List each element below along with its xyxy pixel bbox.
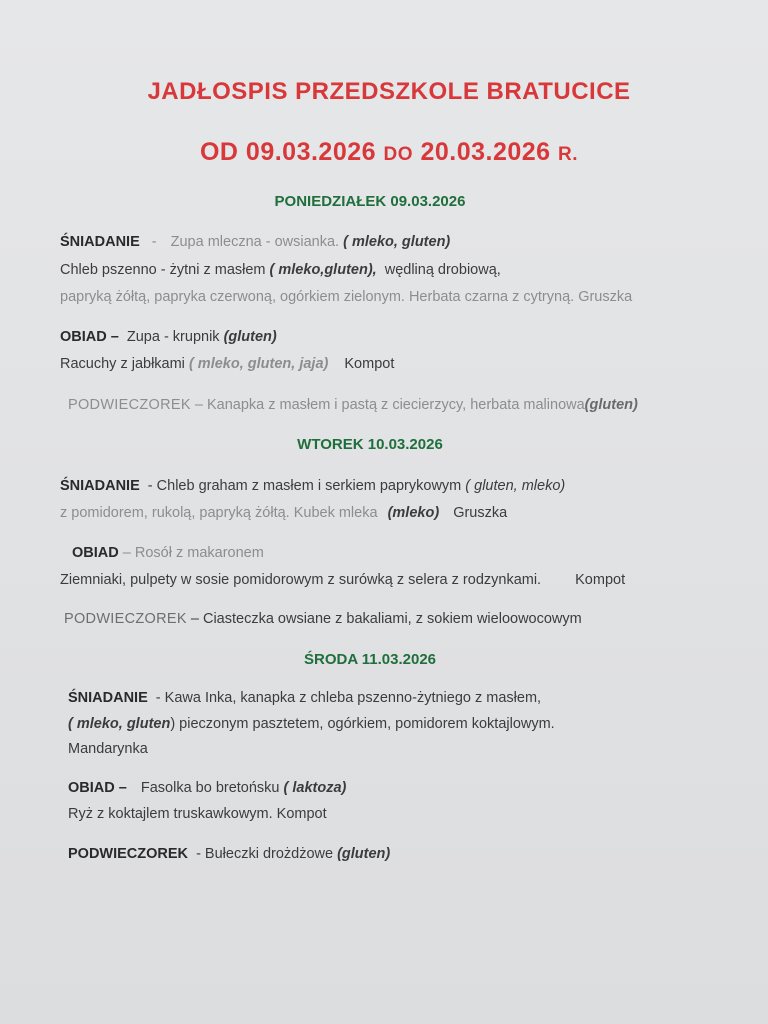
breakfast-label: ŚNIADANIE [60,478,140,494]
snack-text: – Kanapka z masłem i pastą z ciecierzycy, herbata malinowa [194,397,585,413]
lunch-label: OBIAD – [68,780,127,796]
menu-date-range [0,138,768,167]
snack-label: PODWIECZOREK [68,846,189,862]
wednesday-lunch-line2: Ryż z koktajlem truskawkowym. Kompot [68,806,327,822]
breakfast-text: ) pieczonym pasztetem, ogórkiem, pomidorem koktajlowym. [170,716,555,732]
lunch-text: Zupa - krupnik [126,329,220,345]
allergens: ( mleko, gluten) [343,234,451,250]
allergens: (gluten) [223,329,277,345]
breakfast-text: Chleb pszenno - żytni z masłem [60,262,266,278]
lunch-label: OBIAD – [60,329,119,345]
separator: - [151,234,157,250]
allergens: ( mleko, gluten, jaja) [188,356,329,372]
from-word: OD [199,138,239,166]
date-to: 20.03.2026 [420,138,551,166]
tuesday-lunch-line1 [72,545,264,561]
monday-breakfast-line1 [60,234,450,250]
day-heading-wednesday: ŚRODA 11.03.2026 [303,651,437,668]
breakfast-text: - Chleb graham z masłem i serkiem paprykowym [147,478,462,494]
lunch-text: Fasolka bo bretońsku [140,780,280,796]
allergens: ( mleko, gluten [68,716,171,732]
tuesday-breakfast-line2 [60,505,507,521]
allergens: (mleko) [387,505,440,521]
breakfast-text: z pomidorem, rukolą, papryką żółtą. Kubek mleka [60,505,378,521]
lunch-label: OBIAD [72,545,119,561]
breakfast-label: ŚNIADANIE [60,234,140,250]
allergens: (gluten) [337,846,391,862]
date-suffix: R. [558,144,579,165]
monday-lunch-line2 [60,356,394,372]
monday-breakfast-line2 [60,262,501,278]
snack-label: PODWIECZOREK [64,611,187,627]
monday-breakfast-line3: papryką żółtą, papryka czerwoną, ogórkiem zielonym. Herbata czarna z cytryną. Gruszka [60,289,633,305]
breakfast-text: Zupa mleczna - owsianka. [170,234,340,250]
day-heading-monday: PONIEDZIAŁEK 09.03.2026 [274,193,466,210]
wednesday-breakfast-line1 [68,690,541,706]
monday-snack-line [68,397,638,413]
tuesday-snack-line [64,611,582,627]
to-word: DO [383,144,413,165]
lunch-text: Kompot [575,572,626,588]
wednesday-breakfast-line2 [68,716,555,732]
lunch-text: Racuchy z jabłkami [60,356,185,372]
breakfast-text: - Kawa Inka, kanapka z chleba pszenno-żytniego z masłem, [155,690,542,706]
tuesday-breakfast-line1 [60,478,565,494]
snack-label: PODWIECZOREK [68,397,191,413]
wednesday-lunch-line1 [68,780,346,796]
wednesday-snack-line [68,846,390,862]
tuesday-lunch-line2 [60,572,625,588]
breakfast-label: ŚNIADANIE [68,690,148,706]
snack-text: – Ciasteczka owsiane z bakaliami, z sokiem wieloowocowym [190,611,582,627]
breakfast-text: wędliną drobiową, [384,262,501,278]
allergens: (gluten) [584,397,638,413]
lunch-text: Ziemniaki, pulpety w sosie pomidorowym z surówką z selera z rodzynkami. [60,572,542,588]
snack-text: - Bułeczki drożdżowe [196,846,334,862]
menu-title: JADŁOSPIS PRZEDSZKOLE BRATUCICE [147,78,631,105]
monday-lunch-line1 [60,329,277,345]
lunch-text: – Rosół z makaronem [122,545,264,561]
allergens: ( laktoza) [283,780,347,796]
wednesday-breakfast-line3: Mandarynka [68,741,148,757]
date-from: 09.03.2026 [245,138,377,166]
allergens: ( mleko,gluten), [269,262,377,278]
lunch-text: Kompot [344,356,395,372]
breakfast-text: Gruszka [453,505,508,521]
day-heading-tuesday: WTOREK 10.03.2026 [297,436,443,453]
allergens: ( gluten, mleko) [465,478,566,494]
